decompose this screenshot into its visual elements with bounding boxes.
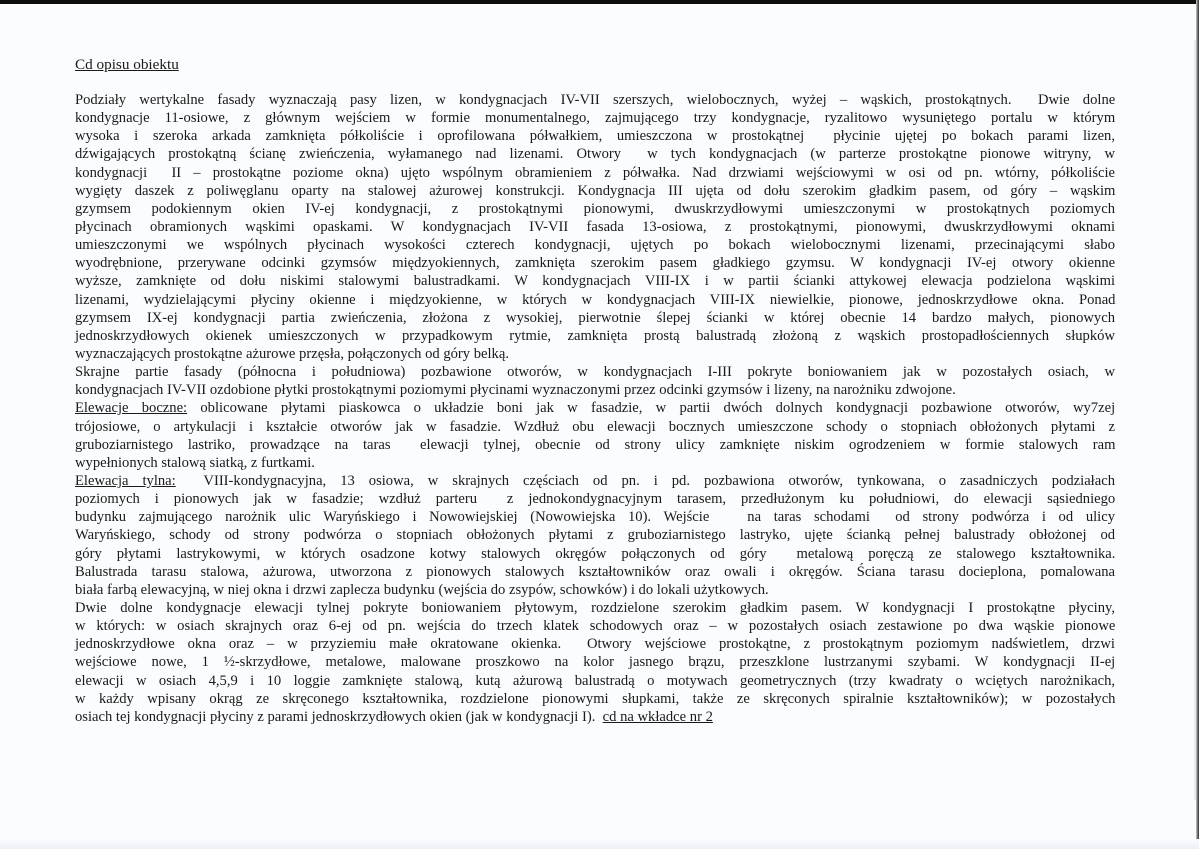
text-line: [75, 599, 1115, 617]
line-text: wygięty daszek z poliwęglanu oparty na stalowej ażurowej konstrukcji. Kondygnacja III ujęta od dołu szerokim gładkim pasem, od góry – wąskim: [75, 182, 1116, 199]
continuation-reference: cd na wkładce nr 2: [602, 708, 713, 725]
line-text: VIII-kondygnacyjna, 13 osiowa, w skrajnych częściach od pn. i pd. pozbawiona otworów, tynkowana, o zasadniczych podziałach: [175, 472, 1115, 489]
section-heading: Elewacja tylna:: [75, 472, 176, 489]
text-line: [75, 345, 1115, 363]
text-line: [75, 672, 1115, 690]
text-line: [75, 418, 1115, 436]
document-page: [75, 56, 1115, 726]
text-line: [75, 272, 1115, 290]
text-line: [75, 472, 1115, 490]
text-line: [75, 109, 1115, 127]
text-line: [75, 635, 1115, 653]
text-line: [75, 254, 1115, 272]
line-text: osiach tej kondygnacji płyciny z parami jednoskrzydłowych okien (jak w kondygnacji I).: [75, 708, 603, 725]
text-line: [75, 436, 1115, 454]
text-line: [75, 164, 1115, 182]
line-text: poziomych i pionowych jak w fasadzie; wzdłuż parteru z jednokondygnacyjnym tarasem, przedłużonym ku południowi, do elewacji sąsiedniego: [75, 491, 1116, 508]
line-text: oblicowane płytami piaskowca o układzie boni jak w fasadzie, w partii dwóch dolnych kondygnacji pozbawione otworów, wy7zej: [187, 400, 1116, 417]
line-text: biała farbą elewacyjną, w niej okna i drzwi zaplecza budynku (wejścia do zsypów, schowków) i do lokali użytkowych.: [75, 581, 769, 598]
text-line: [75, 363, 1115, 381]
text-line: [75, 327, 1115, 345]
scan-edge-bottom: [0, 839, 1199, 849]
line-text: wejściowe nowe, 1 ½-skrzydłowe, metalowe, malowane proszkowo na kolor jasnego brązu, przeszklone lustrzanymi szybami. W kondygnacji II-ej: [75, 654, 1116, 671]
line-text: budynku zajmującego narożnik ulic Waryńskiego i Nowowiejskiej (Nowowiejska 10). Wejście na taras schodami od strony podwórza i od ulicy: [75, 509, 1115, 526]
line-text: wyodrębnione, przerywane odcinki gzymsów międzyokiennych, zamknięta szerokim pasem gładkiego gzymsu. W kondygnacji IV-ej otwory okienne: [75, 255, 1116, 272]
line-text: gzymsem IX-ej kondygnacji partia zwieńczenia, złożona z wysokiej, pierwotnie ślepej ścianki w której obecnie 14 bardzo małych, pionowych: [75, 309, 1115, 326]
line-text: wysoka i szeroka arkada zamknięta półkoliście i oprofilowana półwałkiem, umieszczona w prostokątnej płycinie ujętej po bokach parami lizen,: [75, 128, 1115, 145]
line-text: elewacji w osiach 4,5,9 i 10 loggie zamknięte stalową, kutą ażurową balustradą o motywach geometrycznych (trzy kwadraty o wciętych narożnikach,: [75, 672, 1116, 689]
text-line: [75, 454, 1115, 472]
text-line: [75, 490, 1115, 508]
line-text: jednoskrzydłowe okna oraz – w przyziemiu małe okratowane okienka. Otwory wejściowe prostokątne, z prostokątnym poziomym nadświetlem, drzwi: [75, 636, 1115, 653]
text-line: [75, 291, 1115, 309]
text-line: [75, 127, 1115, 145]
line-text: wypełnionych stalową siatką, z furtkami.: [75, 454, 315, 471]
line-text: Skrajne partie fasady (północna i południowa) pozbawione otworów, w kondygnacjach I-III pokryte boniowaniem jak w pozostałych osiach, w: [75, 364, 1115, 381]
section-heading: Elewacje boczne:: [75, 400, 188, 417]
text-line: [75, 200, 1115, 218]
text-line: [75, 91, 1115, 109]
line-text: kondygnacji II – prostokątne poziome okna) ujęto wspólnym obramieniem z półwałka. Nad drzwiami wejściowymi w osi od pn. wtórny, półkoliście: [75, 164, 1116, 181]
text-line: [75, 236, 1115, 254]
text-line: [75, 581, 1115, 599]
line-text: Waryńskiego, schody od strony podwórza o stopniach obłożonych płytami z gruboziarnistego lastryko, ujęte ścianką pełnej balustrady obłożonej od: [75, 527, 1116, 544]
line-text: jednoskrzydłowych okienek umieszczonych w przypadkowym rytmie, zamknięta prostą balustradą złożoną z wąskich prostopadłościennych słupków: [75, 327, 1115, 344]
line-text: dźwigających prostokątną ścianę zwieńczenia, wyłamanego nad lizenami. Otwory w tych kondygnacjach (w parterze prostokątne pionowe witryny, w: [75, 146, 1116, 163]
text-line: [75, 309, 1115, 327]
text-line: [75, 653, 1115, 671]
line-text: w których: w osiach skrajnych oraz 6-ej od pn. wejścia do trzech klatek schodowych oraz – w pozostałych osiach zestawione po dwa wąskie pionowe: [75, 618, 1116, 635]
text-line: [75, 545, 1115, 563]
text-line: [75, 617, 1115, 635]
line-text: gruboziarnistego lastriko, prowadzące na taras elewacji tylnej, obecnie od strony ulicy zamknięte niskim ogrodzeniem w formie stalowych ram: [75, 436, 1116, 453]
line-text: Podziały wertykalne fasady wyznaczają pasy lizen, w kondygnacjach IV-VII szerszych, wielobocznych, wyżej – wąskich, prostokątnych. Dwie dolne: [75, 92, 1116, 108]
text-line: [75, 145, 1115, 163]
scan-shadow-right: [1194, 40, 1196, 800]
text-line: [75, 508, 1115, 526]
line-text: kondygnacjach IV-VII ozdobione płytki prostokątnymi poziomymi płycinami wyznaczonymi przez odcinki gzymsów i lizeny, na narożniku zdwojone.: [75, 382, 956, 399]
line-text: wyższe, zamknięte od dołu niskimi stalowymi balustradkami. W kondygnacjach VIII-IX i w partii ścianki attykowej elewacja podzielona wąskimi: [75, 273, 1115, 290]
text-line: [75, 182, 1115, 200]
line-text: lizenami, wydzielającymi płyciny okienne i międzyokienne, w których w kondygnacjach VIII-IX niewielkie, pionowe, jednoskrzydłowe okna. Ponad: [75, 291, 1116, 308]
text-line: [75, 708, 1115, 726]
text-line: [75, 399, 1115, 417]
line-text: trójosiowe, o artykulacji i kształcie otworów jak w fasadzie. Wzdłuż obu elewacji bocznych umieszczone schody o stopniach obłożonych płytami z: [75, 418, 1115, 435]
text-line: [75, 563, 1115, 581]
scan-edge-top: [0, 0, 1199, 4]
document-body: [75, 91, 1115, 726]
line-text: Dwie dolne kondygnacje elewacji tylnej pokryte boniowaniem płytowym, rozdzielone szerokim gładkim pasem. W kondygnacji I prostokątne płyciny,: [75, 599, 1115, 616]
line-text: umieszczonymi we wspólnych płycinach wysokości czterech kondygnacji, ujętych po bokach wielobocznymi lizenami, przecinającymi słabo: [75, 237, 1115, 254]
text-line: [75, 690, 1115, 708]
line-text: Balustrada tarasu stalowa, ażurowa, utworzona z pionowych stalowych kształtowników oraz owali i okręgów. Ściana tarasu docieplona, pomalowana: [75, 563, 1115, 580]
line-text: gzymsem podokiennym okien IV-ej kondygnacji, z prostokątnymi pionowymi, dwuskrzydłowymi umieszczonymi w prostokątnych poziomych: [75, 200, 1115, 217]
text-line: [75, 526, 1115, 544]
line-text: płycinach obramionych wąskimi opaskami. W kondygnacjach IV-VII fasada 13-osiowa, z prostokątnymi, pionowymi, dwuskrzydłowymi oknami: [75, 218, 1115, 235]
line-text: wyznaczających prostokątne ażurowe przęsła, połączonych od góry belką.: [75, 345, 509, 362]
line-text: kondygnacje 11-osiowe, z głównym wejściem w formie monumentalnego, zajmującego trzy kondygnacje, ryzalitowo wysuniętego portalu w którym: [75, 110, 1116, 127]
text-line: [75, 381, 1115, 399]
document-title: Cd opisu obiektu: [75, 56, 179, 73]
line-text: góry płytami lastrykowymi, w których osadzone kotwy stalowych okręgów połączonych od góry metalową poręczą ze stalowego kształtownika.: [75, 545, 1116, 562]
text-line: [75, 218, 1115, 236]
line-text: w każdy wpisany okrąg ze skręconego kształtownika, rozdzielone pionowymi słupkami, także ze skręconych spiralnie kształtowników); w pozostałych: [75, 690, 1116, 707]
